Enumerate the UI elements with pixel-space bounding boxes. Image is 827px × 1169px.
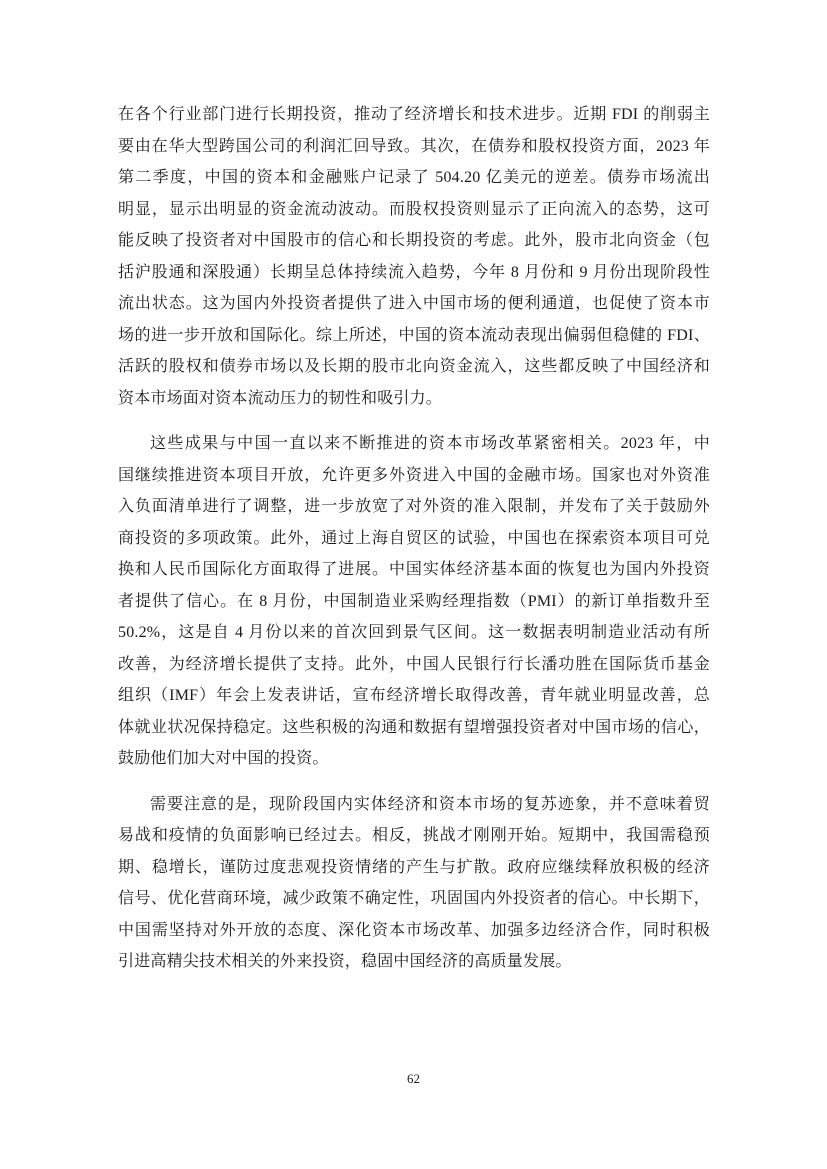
text-line: 商投资的多项政策。此外，通过上海自贸区的试验，中国也在探索资本项目可兑 xyxy=(118,529,710,547)
text-line: 改善，为经济增长提供了支持。此外，中国人民银行行长潘功胜在国际货币基金 xyxy=(118,655,710,673)
text-line: 入负面清单进行了调整，进一步放宽了对外资的准入限制，并发布了关于鼓励外 xyxy=(118,498,710,515)
text-line: 第二季度，中国的资本和金融账户记录了 504.20 亿美元的逆差。债券市场流出 xyxy=(118,169,710,186)
text-line: 流出状态。这为国内外投资者提供了进入中国市场的便利通道，也促使了资本市 xyxy=(118,295,710,312)
text-line: 明显，显示出明显的资金流动波动。而股权投资则显示了正向流入的态势，这可 xyxy=(118,200,710,218)
text-line: 括沪股通和深股通）长期呈总体持续流入趋势，今年 8 月份和 9 月份出现阶段性 xyxy=(118,263,710,281)
page-number: 62 xyxy=(407,1071,420,1086)
text-line: 鼓励他们加大对中国的投资。 xyxy=(118,750,329,767)
text-line: 换和人民币国际化方面取得了进展。中国实体经济基本面的恢复也为国内外投资 xyxy=(118,561,710,578)
body-text xyxy=(118,99,710,992)
text-line: 易战和疫情的负面影响已经过去。相反，挑战才刚刚开始。短期中，我国需稳预 xyxy=(118,827,710,844)
text-line: 在各个行业部门进行长期投资，推动了经济增长和技术进步。近期 FDI 的削弱主 xyxy=(118,106,710,123)
text-line: 场的进一步开放和国际化。综上所述，中国的资本流动表现出偏弱但稳健的 FDI、 xyxy=(118,326,710,344)
text-line: 体就业状况保持稳定。这些积极的沟通和数据有望增强投资者对中国市场的信心， xyxy=(118,718,710,736)
text-line: 活跃的股权和债券市场以及长期的股市北向资金流入，这些都反映了中国经济和 xyxy=(118,358,710,375)
text-line: 资本市场面对资本流动压力的韧性和吸引力。 xyxy=(118,389,443,407)
text-line: 引进高精尖技术相关的外来投资，稳固中国经济的高质量发展。 xyxy=(118,953,572,970)
text-line: 50.2%，这是自 4 月份以来的首次回到景气区间。这一数据表明制造业活动有所 xyxy=(118,624,710,641)
text-line: 期、稳增长，谨防过度悲观投资情绪的产生与扩散。政府应继续释放积极的经济 xyxy=(118,858,710,876)
paragraph xyxy=(118,428,710,775)
text-line: 信号、优化营商环境，减少政策不确定性，巩固国内外投资者的信心。中长期下， xyxy=(118,890,710,907)
text-line: 中国需坚持对外开放的态度、深化资本市场改革、加强多边经济合作，同时积极 xyxy=(118,921,710,939)
text-line: 组织（IMF）年会上发表讲话，宣布经济增长取得改善，青年就业明显改善，总 xyxy=(118,687,710,704)
text-line: 能反映了投资者对中国股市的信心和长期投资的考虑。此外，股市北向资金（包 xyxy=(118,232,710,249)
paragraph xyxy=(118,99,710,414)
text-line: 国继续推进资本项目开放，允许更多外资进入中国的金融市场。国家也对外资准 xyxy=(118,466,710,484)
text-line: 需要注意的是，现阶段国内实体经济和资本市场的复苏迹象，并不意味着贸 xyxy=(150,795,710,813)
text-line: 这些成果与中国一直以来不断推进的资本市场改革紧密相关。2023 年，中 xyxy=(150,435,710,452)
paragraph xyxy=(118,789,710,978)
page-footer xyxy=(0,1070,827,1088)
text-line: 要由在华大型跨国公司的利润汇回导致。其次，在债券和股权投资方面，2023 年 xyxy=(118,137,710,155)
text-line: 者提供了信心。在 8 月份，中国制造业采购经理指数（PMI）的新订单指数升至 xyxy=(118,592,710,610)
